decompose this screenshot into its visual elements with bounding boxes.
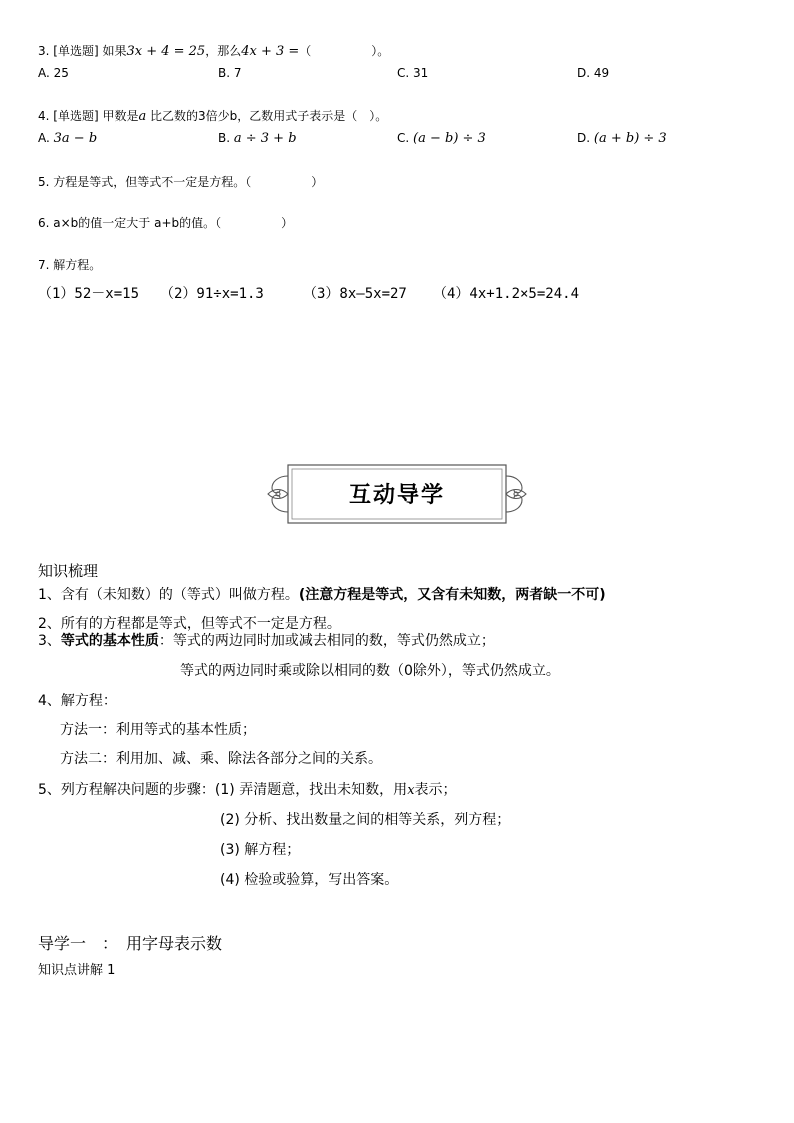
q4-option-c — [397, 131, 486, 146]
knowledge-item-2: 2、所有的方程都是等式，但等式不一定是方程。 — [38, 616, 341, 632]
q7-item-4: （4）4x+1.2×5=24.4 — [433, 286, 580, 302]
q3-stem-suffix: （ ）。 — [299, 44, 390, 58]
knowledge-item-3-rest: ：等式的两边同时加或减去相同的数，等式仍然成立； — [158, 633, 495, 649]
question-4 — [38, 107, 387, 124]
knowledge-item-5-var: x — [407, 783, 415, 798]
q7-item-2: （2）91÷x=1.3 — [160, 286, 264, 302]
section-title: 导学一 ： 用字母表示数 — [38, 934, 223, 953]
q4-option-d — [577, 131, 667, 146]
banner-title: 互动导学 — [348, 482, 445, 508]
q4-option-a — [38, 131, 97, 146]
q4-option-b-letter: B. — [218, 131, 231, 145]
q3-equation-2: 4x + 3 = — [241, 44, 300, 59]
q4-option-b — [218, 131, 297, 146]
q4-option-d-expr: (a + b) ÷ 3 — [593, 131, 667, 146]
question-5: 5. 方程是等式，但等式不一定是方程。（ ） — [38, 175, 324, 189]
knowledge-item-4: 4、解方程： — [38, 693, 117, 709]
q4-option-c-letter: C. — [397, 131, 410, 145]
knowledge-item-3-line-2: 等式的两边同时乘或除以相同的数（0除外），等式仍然成立。 — [180, 663, 560, 679]
q4-option-a-expr: 3a − b — [53, 131, 98, 146]
q3-equation-1: 3x + 4 = 25 — [126, 44, 206, 59]
section-banner — [264, 462, 530, 526]
q3-option-d: D. 49 — [577, 66, 610, 80]
knowledge-item-5-step-4: (4) 检验或验算，写出答案。 — [220, 872, 399, 888]
knowledge-item-1-note: (注意方程是等式，又含有未知数，两者缺一不可) — [298, 587, 606, 603]
q4-option-c-expr: (a − b) ÷ 3 — [413, 131, 486, 146]
knowledge-item-5-prefix: 5、列方程解决问题的步骤：(1) 弄清题意，找出未知数，用 — [38, 782, 408, 798]
question-6: 6. a×b的值一定大于 a+b的值。（ ） — [38, 216, 294, 230]
knowledge-item-3 — [38, 630, 495, 650]
knowledge-item-4-method-2: 方法二：利用加、减、乘、除法各部分之间的关系。 — [60, 751, 382, 767]
q4-option-d-letter: D. — [577, 131, 591, 145]
knowledge-item-3-term: 等式的基本性质 — [60, 633, 159, 649]
q3-option-b: B. 7 — [218, 66, 242, 80]
q3-option-a: A. 25 — [38, 66, 69, 80]
q3-stem-mid: ，那么 — [205, 44, 242, 58]
question-3 — [38, 42, 389, 59]
q7-item-3: （3）8x—5x=27 — [303, 286, 407, 302]
q4-option-b-expr: a ÷ 3 + b — [233, 131, 297, 146]
knowledge-item-3-prefix: 3、 — [38, 633, 61, 649]
knowledge-item-5-step-3: (3) 解方程； — [220, 842, 301, 858]
section-subtitle: 知识点讲解 1 — [38, 963, 116, 978]
question-7-title: 7. 解方程。 — [38, 258, 102, 272]
q3-stem-prefix: 3. [单选题] 如果 — [38, 44, 127, 58]
knowledge-heading: 知识梳理 — [38, 562, 99, 580]
q7-item-1: （1）52－x=15 — [38, 286, 140, 302]
q3-option-c: C. 31 — [397, 66, 429, 80]
q4-variable: a — [138, 109, 147, 124]
knowledge-item-5-step-2: (2) 分析、找出数量之间的相等关系，列方程； — [220, 812, 511, 828]
knowledge-item-1-text: 1、含有（未知数）的（等式）叫做方程。 — [38, 587, 299, 603]
knowledge-item-1 — [38, 584, 606, 604]
q4-stem-suffix: 比乙数的3倍少b，乙数用式子表示是（ ）。 — [150, 109, 388, 123]
knowledge-item-5 — [38, 779, 457, 799]
q4-stem-prefix: 4. [单选题] 甲数是 — [38, 109, 139, 123]
q4-option-a-letter: A. — [38, 131, 50, 145]
knowledge-item-4-method-1: 方法一：利用等式的基本性质； — [60, 722, 256, 738]
knowledge-item-5-suffix: 表示； — [414, 782, 457, 798]
